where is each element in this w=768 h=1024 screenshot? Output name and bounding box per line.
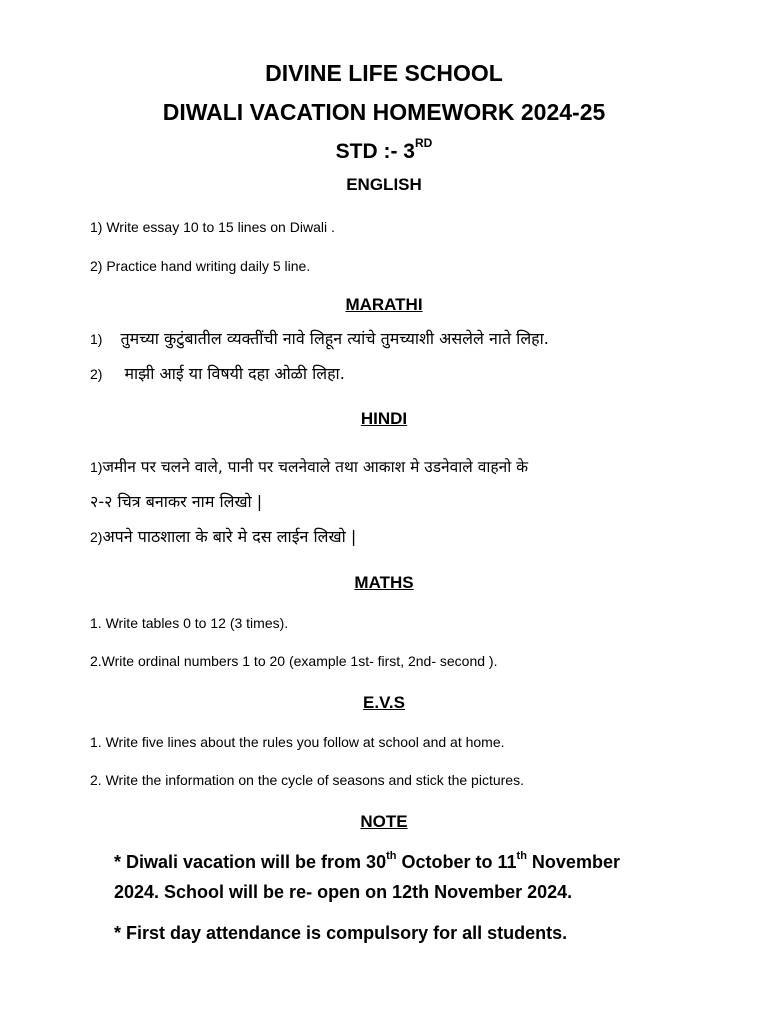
hindi-heading-wrap: [0, 409, 768, 429]
evs-item-2: 2. Write the information on the cycle of seasons and stick the pictures.: [90, 772, 524, 788]
hindi-item-1: [90, 455, 528, 477]
note-line-1-a: * Diwali vacation will be from 30: [114, 852, 387, 872]
note-superscript-1: th: [386, 850, 397, 862]
marathi-heading: MARATHI: [345, 295, 423, 314]
maths-heading: MATHS: [354, 573, 414, 592]
marathi-item-2: [90, 362, 345, 384]
evs-heading-wrap: [0, 693, 768, 713]
standard-superscript: RD: [415, 136, 433, 150]
note-heading-wrap: [0, 812, 768, 832]
standard-label: [0, 136, 768, 164]
school-name: DIVINE LIFE SCHOOL: [265, 60, 503, 86]
note-heading: NOTE: [360, 812, 408, 831]
hindi-item-1-line-1: जमीन पर चलने वाले, पानी पर चलनेवाले तथा आकाश मे उडनेवाले वाहनो के: [102, 458, 529, 476]
hindi-item-2-number: 2): [90, 529, 103, 545]
hindi-item-2-text: अपने पाठशाला के बारे मे दस लाईन लिखो |: [102, 527, 357, 546]
maths-item-1: 1. Write tables 0 to 12 (3 times).: [90, 615, 289, 631]
note-line-1-b: October to 11: [396, 852, 517, 872]
marathi-item-2-text: माझी आई या विषयी दहा ओळी लिहा.: [124, 364, 345, 383]
evs-item-1: 1. Write five lines about the rules you follow at school and at home.: [90, 734, 505, 750]
note-line-3: * First day attendance is compulsory for all students.: [114, 923, 568, 943]
maths-item-2: 2.Write ordinal numbers 1 to 20 (example 1st- first, 2nd- second ).: [90, 653, 498, 669]
note-line-1-c: November: [526, 852, 620, 872]
standard-text: STD :- 3: [335, 140, 415, 163]
maths-heading-wrap: [0, 573, 768, 593]
hindi-item-1-number: 1): [90, 459, 103, 475]
marathi-item-2-number: 2): [90, 366, 103, 382]
hindi-item-1-line-2: २-२ चित्र बनाकर नाम लिखो |: [90, 492, 263, 511]
hindi-item-1-continued: [90, 490, 262, 512]
hindi-heading: HINDI: [360, 409, 408, 428]
note-superscript-2: th: [516, 850, 527, 862]
english-item-2: 2) Practice hand writing daily 5 line.: [90, 258, 311, 274]
marathi-item-1-number: 1): [90, 331, 103, 347]
hindi-item-2: [90, 525, 356, 547]
marathi-heading-wrap: [0, 295, 768, 315]
note-line-1: [114, 852, 620, 873]
note-line-2: 2024. School will be re- open on 12th November 2024.: [114, 882, 573, 902]
english-item-1: 1) Write essay 10 to 15 lines on Diwali .: [90, 219, 335, 235]
marathi-item-1-text: तुमच्या कुटुंबातील व्यक्तींची नावे लिहून त्यांचे तुमच्याशी असलेले नाते लिहा.: [120, 329, 549, 348]
english-heading: ENGLISH: [346, 175, 422, 194]
evs-heading: E.V.S: [363, 693, 405, 712]
document-title: DIWALI VACATION HOMEWORK 2024-25: [162, 99, 606, 125]
marathi-item-1: [90, 327, 549, 349]
